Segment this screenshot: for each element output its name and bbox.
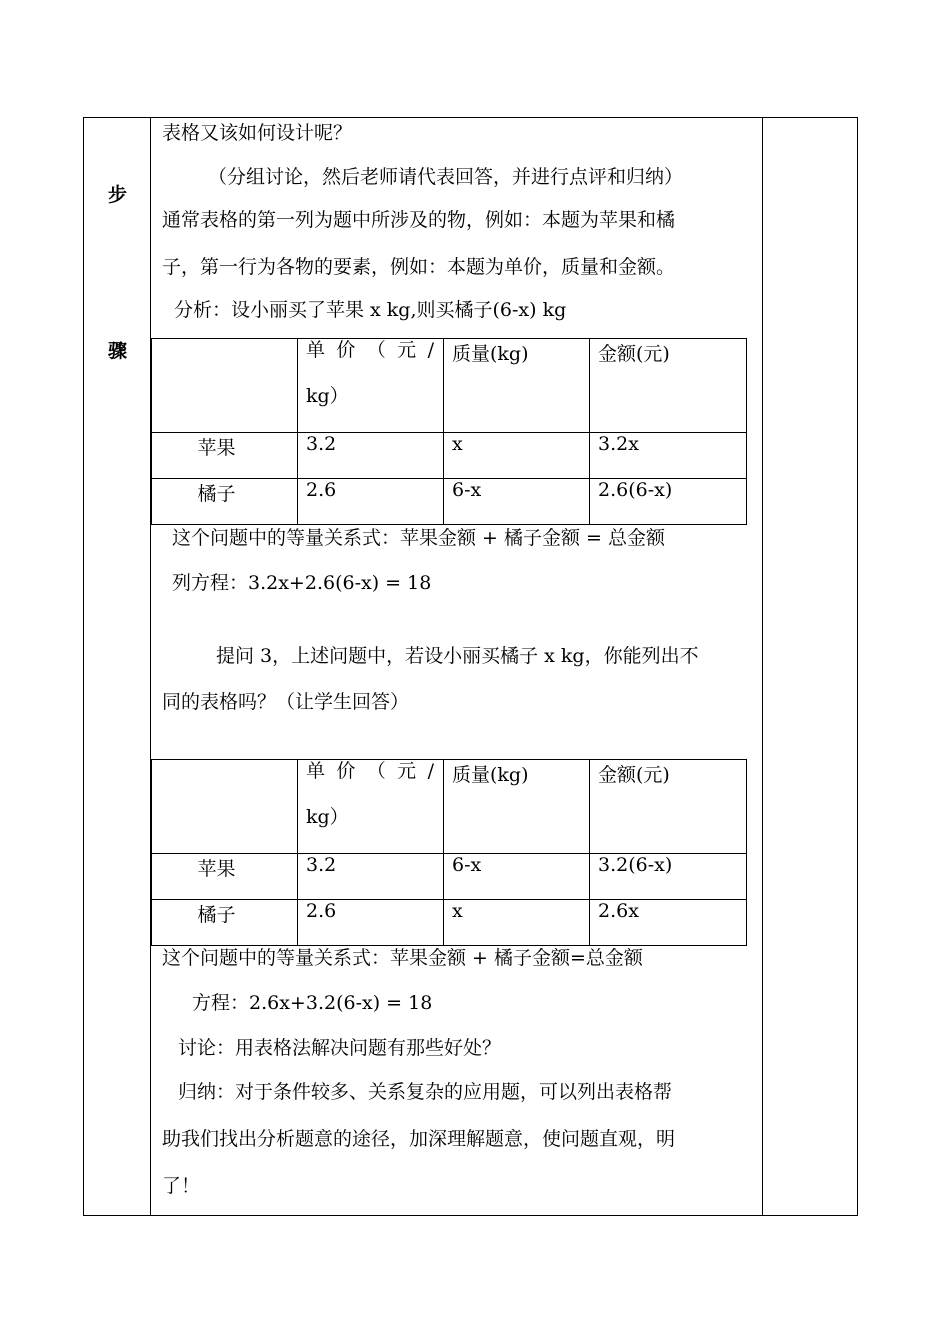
column-divider-right xyxy=(762,118,763,1215)
table-cell-amount: 2.6x xyxy=(590,900,747,946)
header-text: 单 xyxy=(306,339,326,361)
table-cell-empty xyxy=(152,339,298,433)
table-cell-amount: 3.2x xyxy=(590,433,747,479)
discussion-text: 讨论：用表格法解决问题有那些好处？ xyxy=(178,1037,502,1059)
table-cell-mass: x xyxy=(444,900,590,946)
table-cell-item: 苹果 xyxy=(152,854,298,900)
price-table-2 xyxy=(151,759,747,946)
table-header-amount: 金额(元) xyxy=(590,339,747,433)
paragraph: （分组讨论，然后老师请代表回答，并进行点评和归纳） xyxy=(208,166,684,188)
equation-relation: 这个问题中的等量关系式：苹果金额 + 橘子金额=总金额 xyxy=(162,947,643,969)
header-text: 元 xyxy=(397,339,417,361)
side-label-bu: 步 xyxy=(107,184,127,206)
table-header-price xyxy=(298,339,444,433)
header-text: kg） xyxy=(306,385,349,407)
question-text: 同的表格吗？（让学生回答） xyxy=(162,691,410,713)
table-header-amount: 金额(元) xyxy=(590,760,747,854)
summary-text: 归纳：对于条件较多、关系复杂的应用题，可以列出表格帮 xyxy=(178,1081,673,1103)
table-cell-empty xyxy=(152,760,298,854)
table-row xyxy=(152,479,747,525)
table-cell-item: 橘子 xyxy=(152,900,298,946)
table-cell-item: 橘子 xyxy=(152,479,298,525)
analysis-text: 分析：设小丽买了苹果 x kg,则买橘子(6-x) kg xyxy=(174,299,567,321)
header-text: 价 xyxy=(336,339,356,361)
table-cell-price: 3.2 xyxy=(298,854,444,900)
paragraph: 子，第一行为各物的要素，例如：本题为单价，质量和金额。 xyxy=(162,256,676,278)
table-header-price xyxy=(298,760,444,854)
table-header-mass: 质量(kg) xyxy=(444,339,590,433)
table-cell-mass: x xyxy=(444,433,590,479)
paragraph: 表格又该如何设计呢？ xyxy=(162,122,353,144)
side-label-zhou: 骤 xyxy=(107,340,127,362)
table-header-mass: 质量(kg) xyxy=(444,760,590,854)
table-header-row xyxy=(152,760,747,854)
header-text: 价 xyxy=(336,760,356,782)
header-text: / xyxy=(427,339,434,361)
table-cell-price: 2.6 xyxy=(298,479,444,525)
summary-text: 助我们找出分析题意的途径，加深理解题意，使问题直观，明 xyxy=(162,1128,676,1150)
table-cell-mass: 6-x xyxy=(444,479,590,525)
table-header-row xyxy=(152,339,747,433)
question-text: 提问 3，上述问题中，若设小丽买橘子 x kg，你能列出不 xyxy=(216,645,699,667)
header-text: （ xyxy=(366,760,386,782)
lesson-plan-frame xyxy=(83,117,858,1216)
table-cell-price: 3.2 xyxy=(298,433,444,479)
table-cell-amount: 2.6(6-x) xyxy=(590,479,747,525)
equation: 列方程：3.2x+2.6(6-x) = 18 xyxy=(172,572,432,594)
summary-text: 了！ xyxy=(162,1175,201,1197)
price-table-1 xyxy=(151,338,747,525)
table-row xyxy=(152,854,747,900)
equation-relation: 这个问题中的等量关系式：苹果金额 + 橘子金额 = 总金额 xyxy=(172,527,665,549)
header-text: / xyxy=(427,760,434,782)
paragraph: 通常表格的第一列为题中所涉及的物，例如：本题为苹果和橘 xyxy=(162,209,676,231)
table-row xyxy=(152,433,747,479)
equation: 方程：2.6x+3.2(6-x) = 18 xyxy=(192,992,433,1014)
header-text: （ xyxy=(366,339,386,361)
table-cell-mass: 6-x xyxy=(444,854,590,900)
header-text: 单 xyxy=(306,760,326,782)
table-cell-price: 2.6 xyxy=(298,900,444,946)
header-text: 元 xyxy=(397,760,417,782)
table-cell-amount: 3.2(6-x) xyxy=(590,854,747,900)
table-row xyxy=(152,900,747,946)
header-text: kg） xyxy=(306,806,349,828)
table-cell-item: 苹果 xyxy=(152,433,298,479)
column-divider-left xyxy=(150,118,151,1215)
